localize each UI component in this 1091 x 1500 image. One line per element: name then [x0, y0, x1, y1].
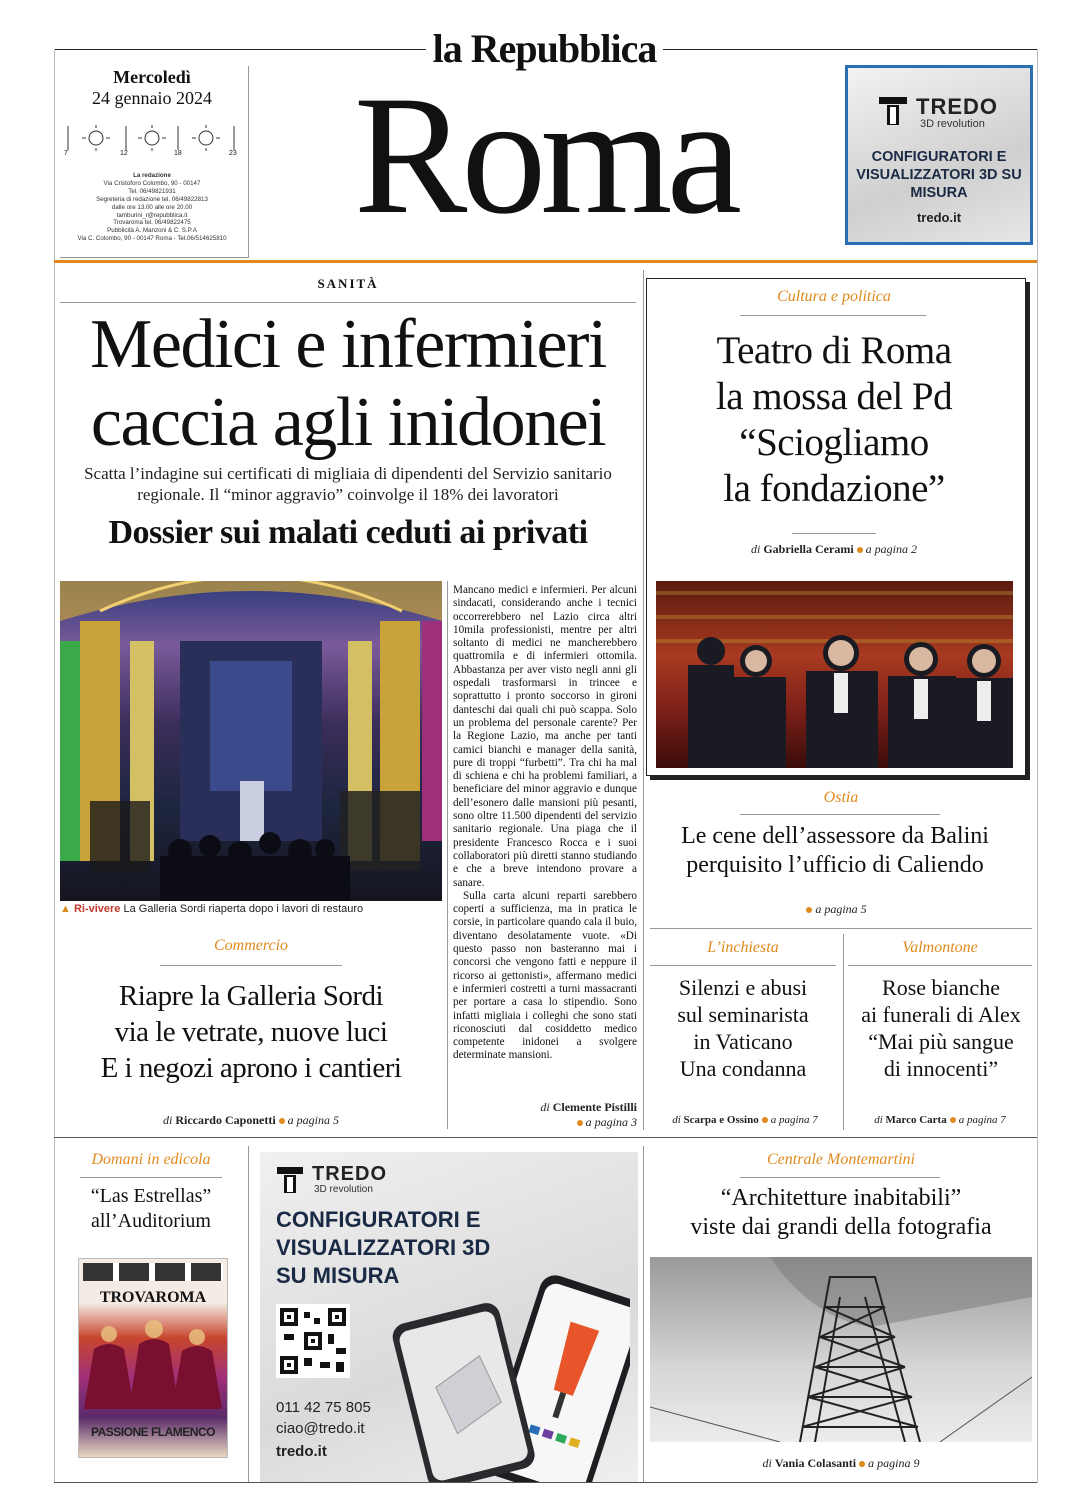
montemartini-title[interactable]	[650, 1184, 1032, 1242]
page-ref: a pagina 5	[815, 902, 867, 916]
page-ref: a pagina 3	[585, 1115, 637, 1129]
commercio-kicker: Commercio	[213, 937, 289, 954]
lead-body	[453, 584, 637, 1104]
title-line: la mossa del Pd	[715, 375, 953, 418]
masthead-rule-left	[54, 49, 426, 50]
title-line: “Architetture inabitabili”	[720, 1185, 962, 1211]
ostia-bottom-rule	[650, 928, 1032, 929]
commercio-rule	[160, 965, 342, 966]
ad-mid-phone[interactable]: 011 42 75 805	[276, 1399, 371, 1416]
inchiesta-divider	[843, 934, 844, 1130]
lead-section-rule	[60, 302, 636, 303]
page-ref[interactable]: a pagina 7	[770, 1114, 818, 1126]
inchiesta-byline	[650, 1114, 840, 1126]
cultura-kicker: Cultura e politica	[777, 288, 891, 305]
lead-subtitle[interactable]: Dossier sui malati ceduti ai privati	[108, 514, 588, 551]
galleria-illustration	[60, 581, 442, 901]
redazione-line: Trovaroma tel. 06/49822475	[113, 219, 191, 227]
commercio-byline	[60, 1113, 442, 1128]
page-bottom-rule	[54, 1482, 1037, 1483]
date-day: Mercoledì	[113, 67, 191, 87]
lead-byline	[453, 1100, 637, 1115]
caption-text: La Galleria Sordi riaperta dopo i lavori di restauro	[123, 903, 364, 915]
byline-prefix: di	[672, 1114, 681, 1126]
ad-mid-brand: TREDO	[312, 1163, 387, 1185]
tredo-logo-icon	[878, 96, 908, 126]
frame-left	[54, 49, 55, 1483]
temp-3: 18	[174, 150, 182, 157]
montemartini-byline	[650, 1456, 1032, 1471]
ad-top-headline: CONFIGURATORI E VISUALIZZATORI 3D SU MISURA	[856, 149, 1022, 201]
commercio-title[interactable]	[60, 978, 442, 1086]
page-ref[interactable]: a pagina 7	[958, 1114, 1006, 1126]
valmontone-author[interactable]: Marco Carta	[885, 1114, 947, 1126]
caption-arrow-icon: ▲	[60, 903, 71, 915]
montemartini-kicker: Centrale Montemartini	[767, 1151, 915, 1168]
title-line: viste dai grandi della fotografia	[690, 1214, 992, 1240]
montemartini-photo	[650, 1257, 1032, 1442]
title-line: all’Auditorium	[91, 1210, 211, 1232]
trovaroma-cover[interactable]	[78, 1258, 228, 1458]
montemartini-author[interactable]: Vania Colasanti	[774, 1456, 857, 1470]
lead-title-2[interactable]: caccia agli inidonei	[90, 384, 606, 461]
redazione-line: Via C. Colombo, 90 - 00147 Roma - Tel.06/514625810	[77, 235, 227, 243]
ad-top[interactable]	[845, 65, 1033, 245]
ad-mid-tagline: 3D revolution	[314, 1184, 373, 1195]
tredo-logo-icon	[276, 1166, 304, 1194]
lead-col-divider-left	[447, 581, 448, 1129]
valmontone-byline	[848, 1114, 1032, 1126]
title-line: Rose bianche	[882, 975, 1000, 1000]
orange-dot-icon	[762, 1117, 768, 1123]
masthead-accent-rule	[54, 260, 1037, 263]
main-col-divider	[643, 270, 644, 1130]
cultura-short-rule	[792, 533, 876, 534]
title-line: Riapre la Galleria Sordi	[118, 980, 384, 1012]
title-line: “Mai più sangue	[868, 1029, 1014, 1054]
redazione-line: La redazione	[133, 172, 171, 179]
title-line: “Sciogliamo	[739, 421, 929, 464]
lead-title-1[interactable]: Medici e infermieri	[90, 306, 606, 383]
edicola-rule	[80, 1177, 222, 1178]
galleria-photo	[60, 581, 442, 901]
cover-title: TROVAROMA	[99, 1289, 207, 1306]
valmontone-kicker: Valmontone	[902, 939, 978, 956]
cultura-rule	[740, 315, 926, 316]
lead-body-p2: Sulla carta alcuni reparti sarebbero coperti a sufficienza, ma in pratica le corsie, in particolare quando cala il buio, diventano desolatamente vuote. «Di questo passo non basteranno mai i concorsi che vengono fatti e neppure il ricorso ai gettonisti», affermano medici e infermieri costretti a turni massacranti per portare a casa lo stipendio. Sono infatti migliaia i colleghi che sono stati riconosciuti dal cosiddetto medico competente inidonei a svolgere determinate mansioni.	[453, 889, 637, 1062]
title-line: Una condanna	[679, 1056, 807, 1081]
cover-caption: PASSIONE FLAMENCO	[91, 1425, 215, 1439]
title-line: Le cene dell’assessore da Balini	[681, 823, 989, 849]
temp-4: 23	[229, 150, 237, 157]
title-line: in Vaticano	[693, 1029, 793, 1054]
temp-1: 7	[64, 150, 68, 157]
lead-author[interactable]: Clemente Pistilli	[552, 1100, 637, 1114]
redazione-line: Pubblicità A. Manzoni & C. S.P.A	[107, 227, 197, 235]
headline-line: SU MISURA	[276, 1263, 400, 1288]
title-line: sul seminarista	[677, 1002, 809, 1027]
redazione-line[interactable]: tamburini_r@repubblica.it	[116, 211, 188, 219]
ad-top-tagline: 3D revolution	[920, 118, 985, 130]
orange-dot-icon	[279, 1118, 285, 1124]
cover-strip	[83, 1263, 223, 1281]
ostia-rule	[740, 814, 940, 815]
ad-mid-divider	[643, 1146, 644, 1482]
edicola-kicker: Domani in edicola	[91, 1151, 211, 1168]
ad-top-brand: TREDO	[916, 94, 998, 119]
cultura-byline	[646, 542, 1022, 557]
byline-prefix: di	[751, 542, 761, 556]
frame-right	[1037, 49, 1038, 1483]
edicola-title[interactable]	[60, 1184, 242, 1234]
phone-mockup-illustration	[380, 1272, 630, 1482]
title-line: Silenzi e abusi	[678, 975, 808, 1000]
edition-title: Roma	[353, 61, 737, 249]
tower-illustration	[650, 1257, 1032, 1442]
cultura-author[interactable]: Gabriella Cerami	[763, 542, 854, 556]
lead-summary: Scatta l’indagine sui certificati di migliaia di dipendenti del Servizio sanitario regionale. Il “minor aggravio” coinvolge il 18% dei lavoratori	[84, 464, 612, 504]
title-line: via le vetrate, nuove luci	[114, 1016, 388, 1048]
redazione-line: Segreteria di redazione tel. 06/49822813	[96, 195, 208, 203]
lead-body-p1: Mancano medici e infermieri. Per alcuni sindacati, considerando anche i tecnici occorrerebbero nel Lazio circa altri 10mila professionisti, mentre per altri soltanto di medici ne mancherebbero quattromila e di infermieri ottomila. Abbastanza per aver visto negli anni gli ospedali trasformarsi in trincee e soprattutto i pronto soccorso in gironi danteschi dai quali chi può scappa. Solo un problema del personale carente? Per la Regione Lazio, ma anche per tanti camici bianchi e manager della sanità, pure di troppi “furbetti”. Tra chi ha mal di schiena e chi ha problemi familiari, a beneficiare del minor aggravio e dunque dell’esonero dalle mansioni più pesanti, sono oltre 11.500 dipendenti del servizio sanitario regionale. Una piaga che il presidente Francesco Rocca e i suoi collaboratori più diretti stanno studiando e che a breve intendono provare a sanare.	[453, 584, 637, 889]
byline-prefix: di	[874, 1114, 883, 1126]
ad-top-url[interactable]: tredo.it	[916, 210, 962, 225]
flamenco-illustration	[79, 1309, 227, 1419]
temp-2: 12	[120, 150, 128, 157]
title-line: la fondazione”	[723, 467, 945, 510]
teatro-photo	[656, 581, 1013, 768]
byline-prefix: di	[162, 1113, 173, 1127]
ostia-title[interactable]	[650, 822, 1020, 880]
title-line: perquisito l’ufficio di Caliendo	[686, 852, 984, 878]
valmontone-title[interactable]	[846, 974, 1036, 1082]
ad-mid-email[interactable]: ciao@tredo.it	[276, 1420, 365, 1437]
lead-section: SANITÀ	[317, 276, 379, 291]
caption-bold: Ri-vivere	[73, 903, 121, 915]
bottom-band-rule	[54, 1137, 1037, 1138]
montemartini-rule	[740, 1177, 940, 1178]
headline-line: VISUALIZZATORI 3D	[276, 1235, 491, 1260]
date-box-bottom	[60, 257, 248, 258]
valmontone-rule	[848, 965, 1032, 966]
inchiesta-kicker: L’inchiesta	[707, 939, 779, 956]
orange-dot-icon	[950, 1117, 956, 1123]
redazione-line: Via Cristoforo Colombo, 90 - 00147	[103, 179, 201, 187]
title-line: “Las Estrellas”	[90, 1185, 212, 1207]
title-line: E i negozi aprono i cantieri	[100, 1052, 402, 1084]
orange-dot-icon	[806, 907, 812, 913]
commercio-author[interactable]: Riccardo Caponetti	[175, 1113, 276, 1127]
inchiesta-rule	[650, 965, 836, 966]
orange-dot-icon	[857, 547, 863, 553]
orange-dot-icon	[859, 1461, 865, 1467]
brand-logo[interactable]: la Repubblica	[432, 26, 657, 71]
ad-mid-url[interactable]: tredo.it	[276, 1443, 327, 1460]
inchiesta-title[interactable]	[650, 974, 836, 1082]
redazione-info	[64, 172, 240, 243]
inchiesta-author[interactable]: Scarpa e Ossino	[683, 1114, 759, 1126]
cultura-title[interactable]	[646, 328, 1022, 512]
ostia-kicker: Ostia	[823, 789, 859, 806]
qr-code-icon[interactable]	[276, 1304, 350, 1378]
date-full: 24 gennaio 2024	[92, 88, 212, 108]
page-ref[interactable]: a pagina 2	[865, 542, 917, 556]
weather-strip	[64, 122, 240, 158]
title-line: ai funerali di Alex	[861, 1002, 1021, 1027]
ad-mid[interactable]	[260, 1152, 638, 1482]
byline-prefix: di	[540, 1100, 550, 1114]
galleria-caption	[60, 903, 450, 915]
title-line: Teatro di Roma	[716, 329, 952, 372]
edicola-divider	[248, 1146, 249, 1482]
redazione-line: dalle ore 13.00 alle ore 20.00	[111, 203, 193, 211]
title-line: di innocenti”	[883, 1056, 999, 1081]
page-ref[interactable]: a pagina 9	[868, 1456, 920, 1470]
weather-icons	[64, 122, 240, 158]
redazione-line: Tel. 06/49821931	[128, 187, 176, 195]
date-box-divider	[248, 66, 249, 258]
lead-page-ref[interactable]	[453, 1115, 637, 1130]
ostia-page-ref[interactable]	[650, 902, 1020, 917]
headline-line: CONFIGURATORI E	[276, 1207, 481, 1232]
orange-dot-icon	[577, 1120, 583, 1126]
masthead-rule-right	[663, 49, 1038, 50]
byline-prefix: di	[762, 1456, 772, 1470]
page-ref[interactable]: a pagina 5	[287, 1113, 339, 1127]
teatro-illustration	[656, 581, 1013, 768]
